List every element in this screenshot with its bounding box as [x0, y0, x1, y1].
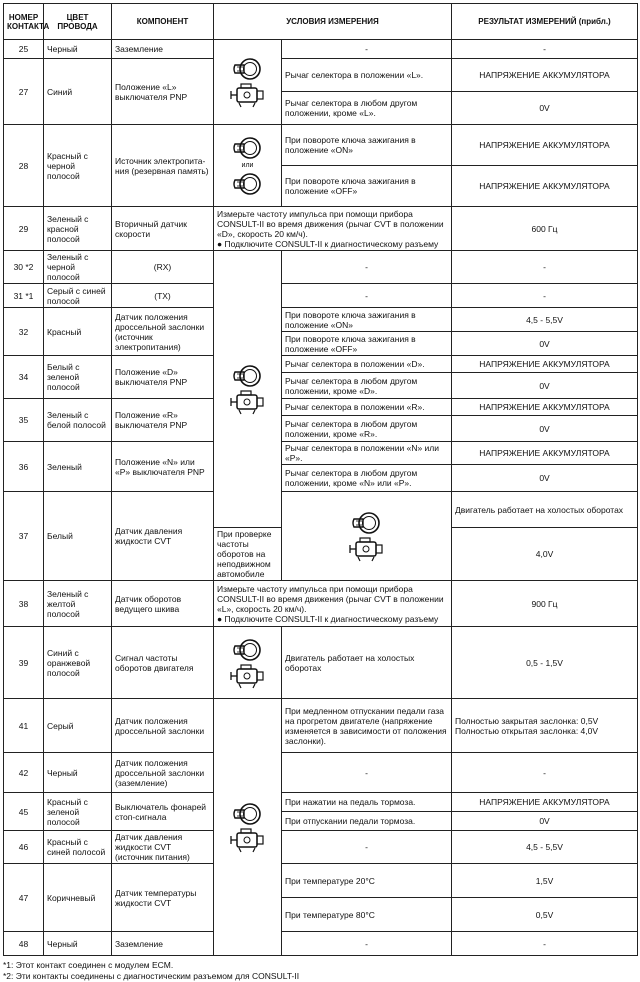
condition: Рычаг селектора в любом другом положении, кроме «L». — [282, 92, 452, 125]
ignition-key-on-icon — [217, 637, 278, 663]
ignition-key-on-icon — [217, 56, 278, 82]
pin-number: 48 — [4, 932, 44, 956]
header-pin: НОМЕР КОНТАКТА — [4, 4, 44, 40]
pin-number: 25 — [4, 40, 44, 59]
result: 900 Гц — [452, 581, 638, 627]
result: 4,5 - 5,5V — [452, 831, 638, 864]
engine-icon — [217, 663, 278, 689]
footnote-1: *1: Этот контакт соединен с модулем ECM. — [3, 960, 174, 970]
result: 0V — [452, 812, 638, 831]
pin-number: 46 — [4, 831, 44, 864]
wire-color: Коричневый — [44, 864, 112, 932]
result: Полностью закрытая заслонка: 0,5V Полностью открытая заслонка: 4,0V — [452, 699, 638, 753]
table-row — [4, 442, 638, 465]
pin-number: 32 — [4, 308, 44, 356]
wire-color: Зеленый с черной полосой — [44, 251, 112, 284]
pin-number: 35 — [4, 399, 44, 442]
result: НАПРЯЖЕНИЕ АККУМУЛЯТОРА — [452, 125, 638, 166]
pin-number: 30 *2 — [4, 251, 44, 284]
table-row — [4, 627, 638, 699]
table-row — [4, 207, 638, 251]
condition: - — [282, 753, 452, 793]
condition: - — [282, 251, 452, 284]
condition: При температуре 20°C — [282, 864, 452, 898]
table-row — [4, 59, 638, 92]
condition-text: Измерьте частоту импульса при помощи прибора CONSULT-II во время движения (рычаг CVT в положении «D», скорость 20 км/ч). — [217, 208, 444, 239]
table-row — [4, 399, 638, 416]
component-name: Датчик давления жидкости CVT (источник питания) — [112, 831, 214, 864]
footnotes — [3, 960, 637, 982]
component-name: Положение «R» выключателя PNP — [112, 399, 214, 442]
result: 0V — [452, 416, 638, 442]
pin-number: 42 — [4, 753, 44, 793]
condition — [214, 581, 452, 627]
pin-number: 38 — [4, 581, 44, 627]
condition: При проверке частоты оборотов на неподвижном автомобиле — [214, 528, 282, 581]
result: - — [452, 932, 638, 956]
result: НАПРЯЖЕНИЕ АККУМУЛЯТОРА — [452, 166, 638, 207]
table-row — [4, 699, 638, 753]
table-row — [4, 492, 638, 528]
condition: При медленном отпускании педали газа на прогретом двигателе (напряжение изменяется в зависимости от положения заслонки). — [282, 699, 452, 753]
component-name: Положение «N» или «P» выключателя PNP — [112, 442, 214, 492]
result: 0V — [452, 92, 638, 125]
header-wire: ЦВЕТ ПРОВОДА — [44, 4, 112, 40]
wire-color: Белый с зеленой полосой — [44, 356, 112, 399]
pin-number: 47 — [4, 864, 44, 932]
condition-note: ● Подключите CONSULT-II к диагностическому разъему — [217, 613, 439, 624]
table-row — [4, 753, 638, 793]
component-name: Сигнал частоты оборотов двигателя — [112, 627, 214, 699]
pin-number: 31 *1 — [4, 284, 44, 308]
result: - — [452, 251, 638, 284]
pinout-table — [3, 3, 638, 956]
condition: Двигатель работает на холостых оборотах — [452, 492, 638, 528]
condition: Рычаг селектора в положении «R». — [282, 399, 452, 416]
table-row — [4, 864, 638, 898]
wire-color: Зеленый с красной полосой — [44, 207, 112, 251]
component-name: Источник электропита-ния (резервная память) — [112, 125, 214, 207]
table-header-row — [4, 4, 638, 40]
ignition-key-on-icon — [217, 801, 278, 827]
component-name: (TX) — [112, 284, 214, 308]
pin-number: 39 — [4, 627, 44, 699]
pin-number: 41 — [4, 699, 44, 753]
condition: Рычаг селектора в любом другом положении, кроме «D». — [282, 373, 452, 399]
pinout-sheet — [3, 3, 637, 982]
wire-color: Черный — [44, 40, 112, 59]
icon-cell — [214, 699, 282, 956]
header-result: РЕЗУЛЬТАТ ИЗМЕРЕНИЙ (прибл.) — [452, 4, 638, 40]
component-name: Датчик оборотов ведущего шкива — [112, 581, 214, 627]
wire-color: Серый с синей полосой — [44, 284, 112, 308]
condition: - — [282, 831, 452, 864]
component-name: Датчик температуры жидкости CVT — [112, 864, 214, 932]
icon-cell — [282, 492, 452, 581]
wire-color: Красный с черной полосой — [44, 125, 112, 207]
ignition-key-on-icon — [217, 363, 278, 389]
engine-icon — [285, 536, 448, 562]
engine-icon — [217, 827, 278, 853]
wire-color: Синий — [44, 59, 112, 125]
ignition-key-on-icon — [217, 135, 278, 161]
pin-number: 28 — [4, 125, 44, 207]
condition-note: ● Подключите CONSULT-II к диагностическому разъему — [217, 238, 439, 249]
condition: При нажатии на педаль тормоза. — [282, 793, 452, 812]
condition: При повороте ключа зажигания в положение «OFF» — [282, 332, 452, 356]
result: 0,5V — [452, 898, 638, 932]
table-row — [4, 793, 638, 812]
or-label: или — [241, 161, 254, 169]
icon-cell — [214, 40, 282, 125]
component-name: Датчик положения дроссельной заслонки (источник электропитания) — [112, 308, 214, 356]
engine-icon — [217, 389, 278, 415]
result: 4,5 - 5,5V — [452, 308, 638, 332]
condition: - — [282, 40, 452, 59]
engine-icon — [217, 82, 278, 108]
condition: При повороте ключа зажигания в положение «OFF» — [282, 166, 452, 207]
table-row — [4, 831, 638, 864]
condition: Рычаг селектора в положении «D». — [282, 356, 452, 373]
table-row — [4, 932, 638, 956]
result: 0V — [452, 465, 638, 492]
result: НАПРЯЖЕНИЕ АККУМУЛЯТОРА — [452, 442, 638, 465]
wire-color: Зеленый с белой полосой — [44, 399, 112, 442]
ignition-key-off-icon — [217, 171, 278, 197]
result: 600 Гц — [452, 207, 638, 251]
condition — [214, 207, 452, 251]
component-name: Положение «D» выключателя PNP — [112, 356, 214, 399]
result: - — [452, 284, 638, 308]
component-name: Выключатель фонарей стоп-сигнала — [112, 793, 214, 831]
result: НАПРЯЖЕНИЕ АККУМУЛЯТОРА — [452, 793, 638, 812]
wire-color: Красный — [44, 308, 112, 356]
condition: - — [282, 932, 452, 956]
component-name: Заземление — [112, 932, 214, 956]
footnote-2: *2: Эти контакты соединены с диагностическим разъемом для CONSULT-II — [3, 971, 300, 981]
table-row — [4, 308, 638, 332]
component-name: Датчик положения дроссельной заслонки — [112, 699, 214, 753]
table-row — [4, 125, 638, 166]
table-row — [4, 356, 638, 373]
header-condition: УСЛОВИЯ ИЗМЕРЕНИЯ — [214, 4, 452, 40]
result: - — [452, 753, 638, 793]
header-component: КОМПОНЕНТ — [112, 4, 214, 40]
result: НАПРЯЖЕНИЕ АККУМУЛЯТОРА — [452, 59, 638, 92]
pin-number: 29 — [4, 207, 44, 251]
component-name: Заземление — [112, 40, 214, 59]
pin-number: 45 — [4, 793, 44, 831]
component-name: Вторичный датчик скорости — [112, 207, 214, 251]
result: 0,5 - 1,5V — [452, 627, 638, 699]
component-name: Датчик давления жидкости CVT — [112, 492, 214, 581]
condition: При отпускании педали тормоза. — [282, 812, 452, 831]
table-row — [4, 581, 638, 627]
condition: При повороте ключа зажигания в положение «ON» — [282, 125, 452, 166]
wire-color: Синий с оранжевой полосой — [44, 627, 112, 699]
pin-number: 34 — [4, 356, 44, 399]
table-row — [4, 284, 638, 308]
result: 4,0V — [452, 528, 638, 581]
result: 0V — [452, 332, 638, 356]
condition: Рычаг селектора в положении «L». — [282, 59, 452, 92]
icon-cell — [214, 627, 282, 699]
wire-color: Красный с зеленой полосой — [44, 793, 112, 831]
condition: При повороте ключа зажигания в положение «ON» — [282, 308, 452, 332]
ignition-key-on-icon — [285, 510, 448, 536]
condition: Двигатель работает на холостых оборотах — [282, 627, 452, 699]
table-row — [4, 40, 638, 59]
icon-cell — [214, 251, 282, 528]
component-name: Положение «L» выключателя PNP — [112, 59, 214, 125]
pin-number: 37 — [4, 492, 44, 581]
wire-color: Зеленый с желтой полосой — [44, 581, 112, 627]
condition-text: Измерьте частоту импульса при помощи прибора CONSULT-II во время движения (рычаг CVT в положении «L», скорость 20 км/ч). — [217, 583, 444, 614]
result: 0V — [452, 373, 638, 399]
component-name: (RX) — [112, 251, 214, 284]
pin-number: 36 — [4, 442, 44, 492]
wire-color: Зеленый — [44, 442, 112, 492]
table-row — [4, 251, 638, 284]
condition: Рычаг селектора в любом другом положении, кроме «N» или «P». — [282, 465, 452, 492]
result: - — [452, 40, 638, 59]
wire-color: Серый — [44, 699, 112, 753]
wire-color: Красный с синей полосой — [44, 831, 112, 864]
icon-cell — [214, 125, 282, 207]
component-name: Датчик положения дроссельной заслонки (заземление) — [112, 753, 214, 793]
result: НАПРЯЖЕНИЕ АККУМУЛЯТОРА — [452, 399, 638, 416]
result: 1,5V — [452, 864, 638, 898]
condition: - — [282, 284, 452, 308]
condition: Рычаг селектора в любом другом положении, кроме «R». — [282, 416, 452, 442]
wire-color: Черный — [44, 753, 112, 793]
wire-color: Белый — [44, 492, 112, 581]
condition: При температуре 80°C — [282, 898, 452, 932]
result: НАПРЯЖЕНИЕ АККУМУЛЯТОРА — [452, 356, 638, 373]
condition: Рычаг селектора в положении «N» или «P». — [282, 442, 452, 465]
pin-number: 27 — [4, 59, 44, 125]
wire-color: Черный — [44, 932, 112, 956]
